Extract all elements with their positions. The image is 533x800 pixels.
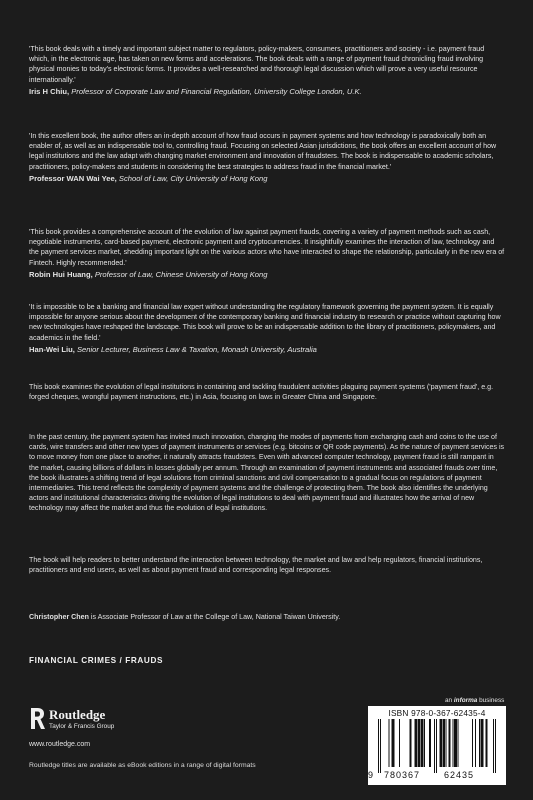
barcode-bar [429,719,431,767]
barcode-bar [399,719,400,767]
barcode-bar [436,719,437,773]
barcode-bar [454,719,457,767]
barcode-bar [446,719,447,767]
endorsement-attribution [29,86,505,97]
barcode-bar [479,719,480,767]
publisher-group: Taylor & Francis Group [49,723,115,730]
barcode-bar [380,719,381,773]
routledge-logo [29,706,139,736]
barcode-digit-lead: 9 [368,770,374,780]
subject-category: FINANCIAL CRIMES / FRAUDS [29,656,164,665]
endorser-role: School of Law, City University of Hong Kong [118,173,268,183]
endorsement-4 [29,302,505,355]
author-name: Christopher Chen [29,613,89,621]
endorser-name: Robin Hui Huang, [29,269,93,279]
author-bio [29,612,505,622]
description-paragraph-1 [29,382,505,402]
endorsement-2 [29,131,505,184]
barcode-bars-icon [374,719,500,773]
ebook-note: Routledge titles are available as eBook editions in a range of digital formats [29,762,256,769]
endorser-name: Professor WAN Wai Yee, [29,173,117,183]
barcode-bar [440,719,443,767]
barcode-bar [418,719,420,767]
informa-business-label [445,697,504,704]
endorser-role: Professor of Law, Chinese University of Hong Kong [94,269,268,279]
barcode-bar [434,719,435,773]
author-bio-text: is Associate Professor of Law at the College of Law, National Taiwan University. [90,613,341,621]
barcode-bar [495,719,496,773]
barcode-bar [421,719,424,767]
informa-prefix: an [445,697,453,704]
description-paragraph-2 [29,432,505,514]
endorsement-quote: 'It is impossible to be a banking and financial law expert without understanding the regulatory framework governing the payment system. It is equally impossible for anyone serious about the development of the contemporary banking and financial industry to research or practice without capturing how new technologies have reshaped the landscape. This book will prove to be an indispensable addition to the library of practitioners, policymakers, and academics in the field.' [29,303,501,342]
barcode-bar [389,719,390,767]
barcode-bar [481,719,484,767]
barcode-bar [449,719,451,767]
barcode-bar [458,719,459,767]
barcode-digits-right: 62435 [444,770,475,780]
barcode-digits-left: 780367 [384,770,421,780]
routledge-logo-mark-icon [29,706,45,731]
informa-suffix: business [479,697,505,704]
isbn-number: ISBN 978-0-367-62435-4 [388,708,486,718]
description-paragraph-3 [29,555,505,575]
description-text: In the past century, the payment system has invited much innovation, changing the modes of payments from exchanging cash and coins to the use of cards, wire transfers and other new types of payment instruments or services (e.g. bitcoins or QR code payments). As the nature of payment services is to move money from one place to another, it naturally attracts fraudsters. Even with advanced computer technology, payment fraud is still rampant in the market, causing billions of dollars in losses globally per annum. Through an examination of payment instruments and associated frauds over time, the book illustrates a shifting trend of legal solutions from criminal sanctions and civil compensation to a gradual focus on regulations of payment intermediaries. This trend reflects the complexity of payment systems and the challenge of protecting them. The book also identifies the underlying actors and institutional characteristics driving the evolution of legal institutions to deal with payment fraud and illustrates how the arrival of new technology may affect the market and thus the evolution of legal institutions. [29,433,505,513]
barcode-bar [443,719,445,767]
description-text: This book examines the evolution of legal institutions in containing and tackling fraudulent activities plaguing payment systems ('payment fraud', e.g. forged cheques, wrongful payment instructions, etc.) in Asia, focusing on laws in Greater China and Singapore. [29,383,494,402]
barcode-bar [424,719,425,767]
barcode-bar [378,719,379,773]
endorser-role: Senior Lecturer, Business Law & Taxation, Monash University, Australia [76,344,317,354]
barcode-bar [410,719,412,767]
barcode-bar [392,719,395,767]
publisher-url[interactable]: www.routledge.com [29,741,91,748]
endorsement-attribution [29,173,505,184]
endorser-name: Iris H Chiu, [29,86,70,96]
barcode-bar [486,719,488,767]
endorser-name: Han-Wei Liu, [29,344,75,354]
barcode-bar [453,719,454,767]
barcode-bar [415,719,418,767]
endorsement-quote: 'In this excellent book, the author offers an in-depth account of how fraud occurs in payment systems and how technology is paradoxically both an enabler of, as well as an indispensable tool to, controlling fraud. Focusing on selected Asian jurisdictions, the book offers an excellent account of how legal institutions and the law adapt with changing market environment and innovation of fraudsters. The book is indispensable to academic scholars, practitioners, policy-makers and students in considering the best strategies to address fraud in the financial market.' [29,132,497,171]
barcode-bar [475,719,476,767]
barcode-bar [472,719,473,767]
barcode-bar [493,719,494,773]
publisher-name: Routledge [49,707,106,722]
description-text: The book will help readers to better understand the interaction between technology, the market and law and help regulators, financial institutions, practitioners and end users, as well as about payment fraud and corresponding legal responses. [29,556,483,575]
informa-brand: informa [453,697,478,704]
endorsement-quote: 'This book provides a comprehensive account of the evolution of law against payment frauds, covering a variety of payment methods such as cash, negotiable instruments, card-based payment, electronic payment and cryptocurrencies. It insightfully examines the interaction of law, technology and the payment services market, shedding important light on the various actors who have interacted to shape the relationship, particularly in the new era of Fintech. Highly recommended.' [29,228,505,267]
isbn-barcode [368,706,506,785]
endorsement-attribution [29,269,505,280]
endorsement-1 [29,44,505,97]
endorsement-3 [29,227,505,280]
barcode-digits [368,770,506,784]
endorsement-attribution [29,344,505,355]
endorser-role: Professor of Corporate Law and Financial Regulation, University College London, U.K. [71,86,362,96]
endorsement-quote: 'This book deals with a timely and important subject matter to regulators, policy-makers, consumers, practitioners and society - i.e. payment fraud which, in the electronic age, has taken on new forms and accelerations. The book deals with a range of payment fraud chronicling fraud involving physical monies to today's electronic forms. It provides a well-researched and thorough legal discussion which will prove a very useful resource internationally.' [29,45,485,84]
